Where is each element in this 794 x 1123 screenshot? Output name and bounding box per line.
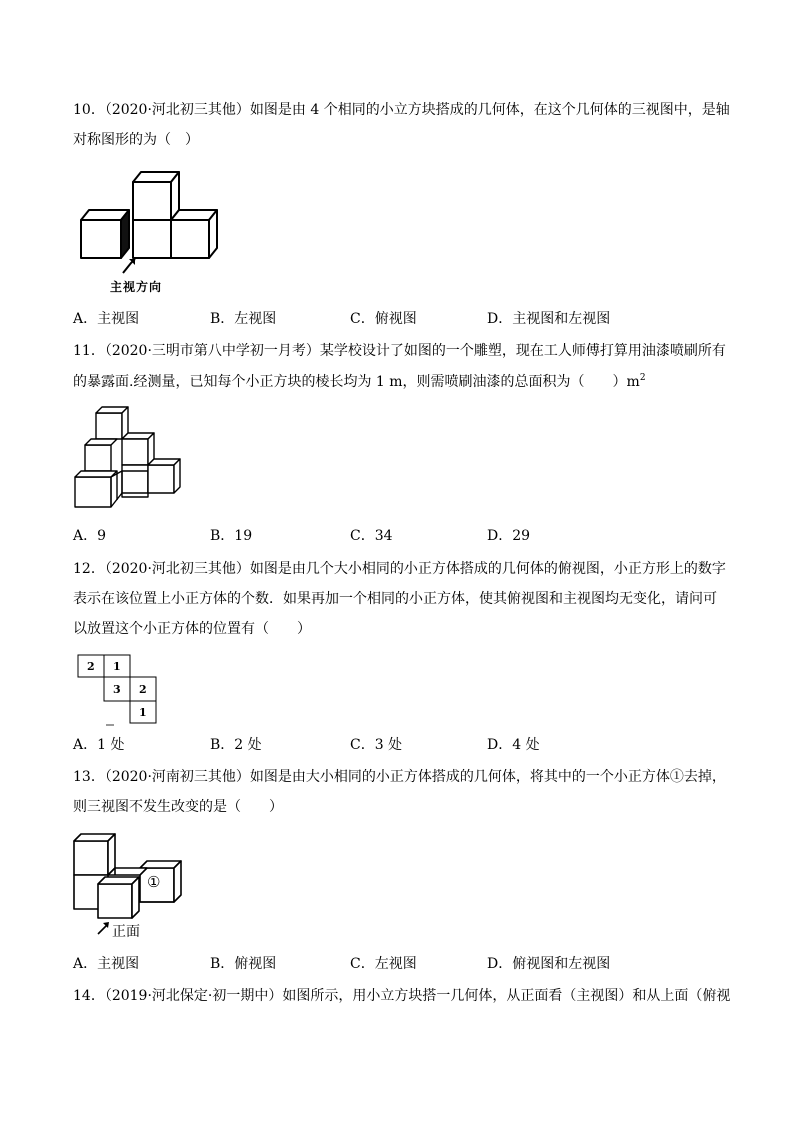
q13-front-direction-arrow-icon: [96, 920, 112, 936]
q12-grid-cell-4: 2: [139, 683, 147, 696]
q11-sculpture-figure: [72, 405, 192, 510]
q11-option-d[interactable]: D．29: [487, 528, 531, 544]
q14-text-line1: 14．（2019·河北保定·初一期中）如图所示，用小立方块搭一几何体，从正面看（主视图）和从上面（俯视: [73, 988, 731, 1004]
q12-option-b[interactable]: B．2 处: [210, 737, 262, 753]
q10-text-line2: 对称图形的为（ ）: [73, 132, 199, 148]
q13-front-label: 正面: [112, 924, 140, 940]
q10-view-direction-label: 主视方向: [110, 280, 163, 294]
q10-text-line1: 10．（2020·河北初三其他）如图是由 4 个相同的小立方块搭成的几何体，在这个几何体的三视图中，是轴: [73, 102, 730, 118]
q11-option-b[interactable]: B．19: [210, 528, 253, 544]
q11-option-c[interactable]: C．34: [350, 528, 393, 544]
q12-grid-cell-2: 1: [113, 660, 121, 673]
q13-option-d[interactable]: D．俯视图和左视图: [487, 956, 611, 972]
q10-option-a[interactable]: A．主视图: [73, 311, 140, 327]
q11-unit-superscript: 2: [639, 373, 646, 383]
q12-grid-cell-3: 3: [113, 683, 121, 696]
q13-option-a[interactable]: A．主视图: [73, 956, 140, 972]
q12-grid-cell-5: 1: [139, 706, 147, 719]
q11-text-line1: 11．（2020·三明市第八中学初一月考）某学校设计了如图的一个雕塑，现在工人师傅打算用油漆喷刷所有: [73, 343, 726, 359]
q13-option-c[interactable]: C．左视图: [350, 956, 417, 972]
q12-text-line1: 12．（2020·河北初三其他）如图是由几个大小相同的小正方体搭成的几何体的俯视图，小正方形上的数字: [73, 561, 726, 577]
q12-text-line3: 以放置这个小正方体的位置有（ ）: [73, 621, 311, 637]
q10-option-c[interactable]: C．俯视图: [350, 311, 417, 327]
q12-top-view-grid: [78, 655, 168, 725]
q11-text-line2: 的暴露面.经测量，已知每个小正方块的棱长均为 1 m，则需喷刷油漆的总面积为（ ）$m^2$: [73, 373, 646, 390]
q12-text-line2: 表示在该位置上小正方体的个数．如果再加一个相同的小正方体，使其俯视图和主视图均无变化，请问可: [73, 591, 717, 607]
q13-figure: [72, 832, 192, 927]
q13-cube-1-marker: ①: [147, 873, 161, 891]
q11-option-a[interactable]: A．9: [73, 528, 107, 544]
q13-text-line2: 则三视图不发生改变的是（ ）: [73, 799, 283, 815]
q10-option-b[interactable]: B．左视图: [210, 311, 277, 327]
q10-option-d[interactable]: D．主视图和左视图: [487, 311, 611, 327]
q13-option-b[interactable]: B．俯视图: [210, 956, 277, 972]
q12-grid-cell-1: 2: [87, 660, 95, 673]
q12-option-c[interactable]: C．3 处: [350, 737, 403, 753]
q13-text-line1: 13．（2020·河南初三其他）如图是由大小相同的小正方体搭成的几何体，将其中的一个小正方体①去掉，: [73, 769, 726, 785]
q12-option-a[interactable]: A．1 处: [73, 737, 125, 753]
q12-option-d[interactable]: D．4 处: [487, 737, 540, 753]
